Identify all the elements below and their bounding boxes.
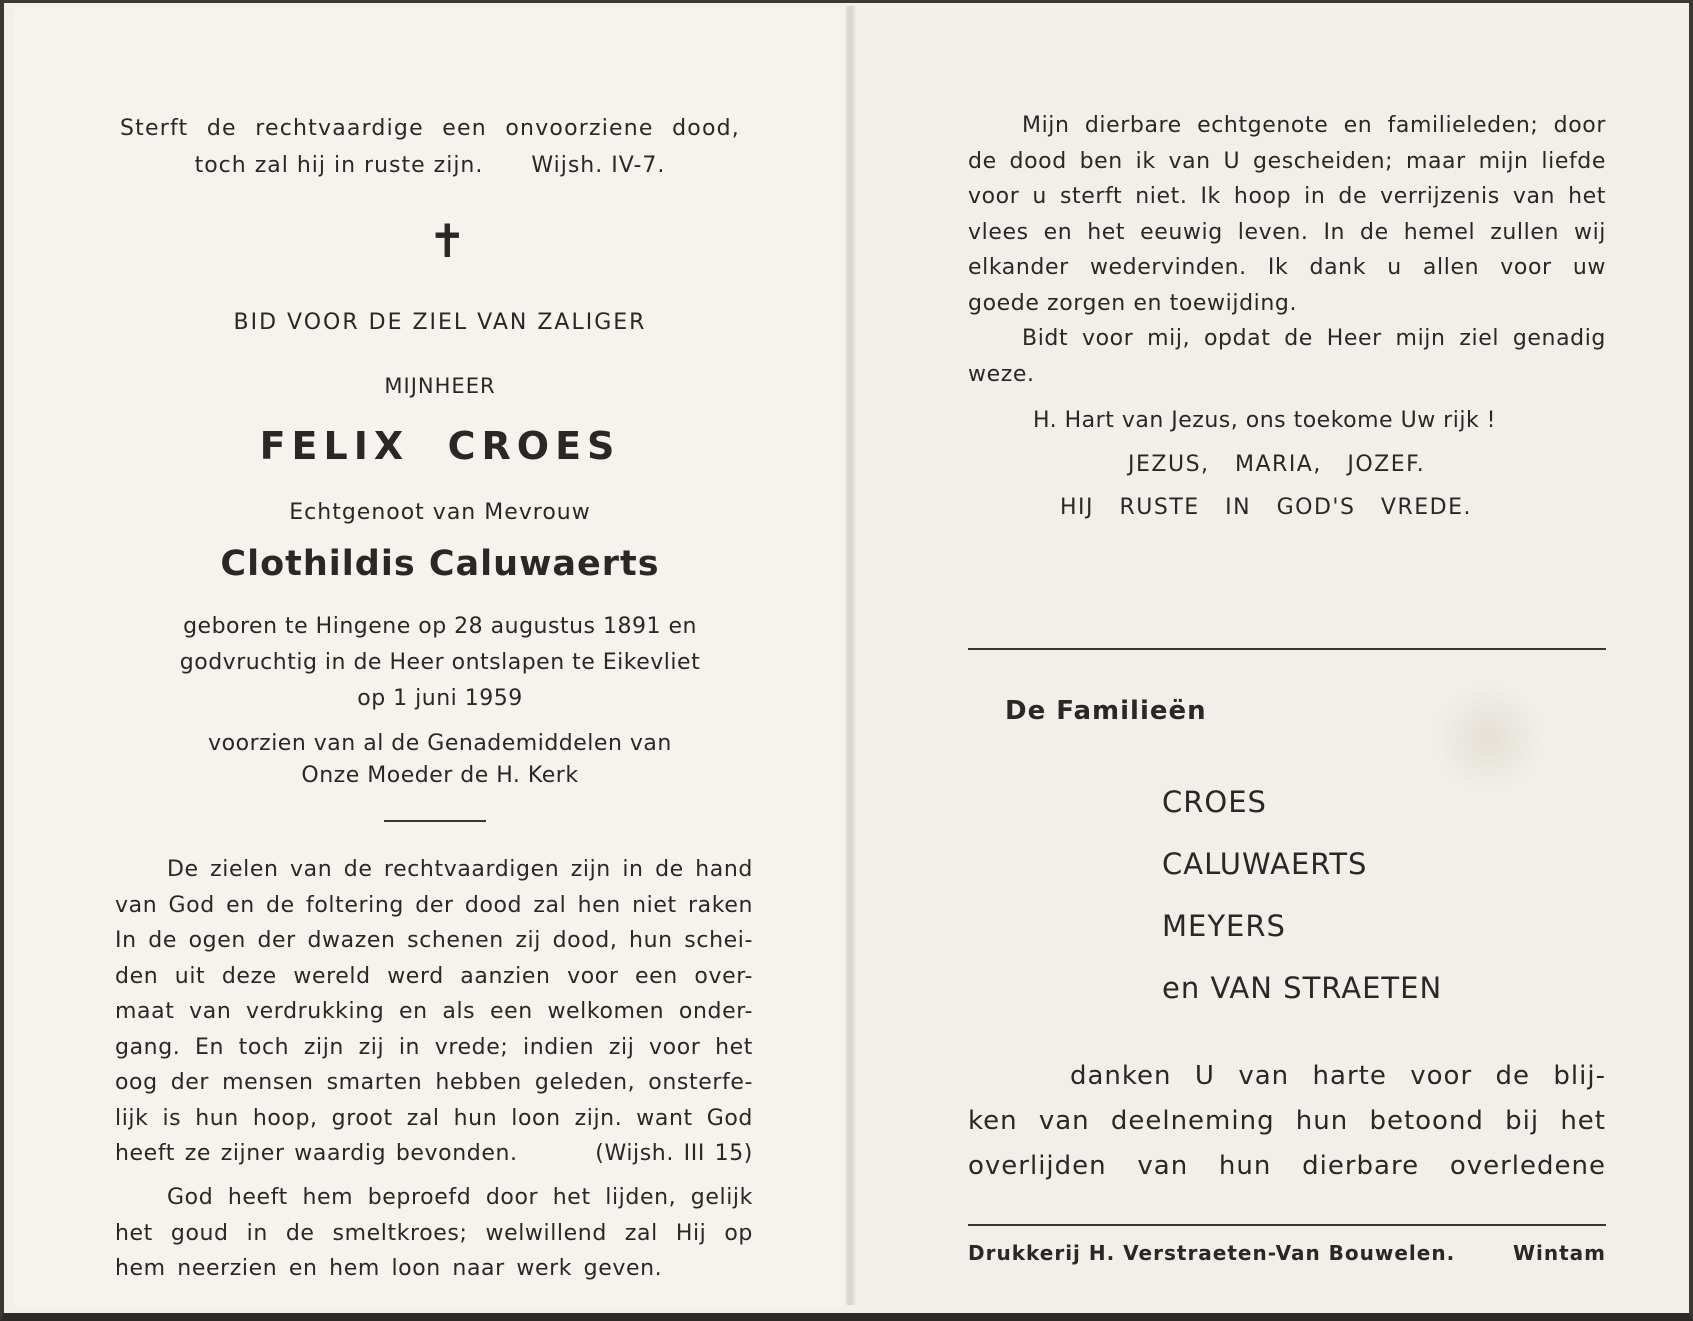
dates-line: geboren te Hingene op 28 augustus 1891 en bbox=[183, 614, 697, 639]
epigraph-line: toch zal hij in ruste zijn. Wijsh. IV-7. bbox=[194, 153, 666, 178]
thanks-paragraph bbox=[968, 1054, 1606, 1189]
text-line: de dood ben ik van U gescheiden; maar mijn liefde bbox=[968, 148, 1606, 174]
text-line: voor u sterft niet. Ik hoop in de verrijzenis van het bbox=[968, 184, 1606, 209]
text-line: God heeft hem beproefd door het lijden, gelijk bbox=[167, 1185, 753, 1210]
spouse-intro: Echtgenoot van Mevrouw bbox=[289, 500, 591, 525]
rest-line: HIJ RUSTE IN GOD'S VREDE. bbox=[1060, 495, 1472, 520]
epigraph-line: Sterft de rechtvaardige een onvoorziene dood, bbox=[120, 116, 740, 141]
card-fold bbox=[846, 6, 856, 1305]
printer-name: Drukkerij H. Verstraeten-Van Bouwelen. bbox=[968, 1241, 1456, 1265]
families-heading: De Familieën bbox=[1005, 696, 1207, 726]
text-line: De zielen van de rechtvaardigen zijn in de hand bbox=[167, 857, 753, 882]
text-line: Mijn dierbare echtgenote en familieleden; door bbox=[1022, 113, 1606, 138]
text-line: goede zorgen en toewijding. bbox=[968, 290, 1298, 316]
text-line: lijk is hun hoop, groot zal hun loon zijn. want God bbox=[115, 1105, 753, 1131]
text-line: In de ogen der dwazen schenen zij dood, hun schei- bbox=[115, 928, 753, 953]
text-line: weze. bbox=[968, 361, 1035, 387]
spouse-name: Clothildis Caluwaerts bbox=[220, 544, 660, 584]
holy-names: JEZUS, MARIA, JOZEF. bbox=[1128, 452, 1426, 477]
family-name: CALUWAERTS bbox=[1162, 847, 1368, 881]
text-line: maat van verdrukking en als een welkomen onder- bbox=[115, 999, 753, 1024]
text-line: heeft ze zijner waardig bevonden. (Wijsh. III 15) bbox=[115, 1141, 753, 1166]
dates-line: op 1 juni 1959 bbox=[357, 686, 523, 711]
printer-imprint bbox=[968, 1241, 1606, 1265]
text-line: danken U van harte voor de blij- bbox=[1070, 1061, 1606, 1091]
text-line: van God en de foltering der dood zal hen niet raken bbox=[115, 892, 753, 918]
text-line: oog der mensen smarten hebben geleden, onsterfe- bbox=[115, 1070, 753, 1095]
divider bbox=[384, 820, 486, 822]
farewell-paragraph bbox=[968, 108, 1606, 392]
divider bbox=[968, 1224, 1606, 1226]
family-name: CROES bbox=[1162, 785, 1267, 819]
cross-icon: ✝ bbox=[428, 214, 467, 268]
text-line: het goud in de smeltkroes; welwillend zal Hij op bbox=[115, 1220, 753, 1246]
dates-line: godvruchtig in de Heer ontslapen te Eikevliet bbox=[179, 650, 701, 675]
text-line: overlijden van hun dierbare overledene bbox=[968, 1151, 1606, 1181]
text-line: Bidt voor mij, opdat de Heer mijn ziel genadig bbox=[1022, 326, 1606, 351]
divider bbox=[968, 648, 1606, 650]
text-line: vlees en het eeuwig leven. In de hemel zullen wij bbox=[968, 219, 1606, 245]
paper-stain bbox=[1434, 683, 1544, 793]
family-name: MEYERS bbox=[1162, 909, 1286, 943]
printer-place: Wintam bbox=[1512, 1241, 1606, 1265]
sacraments-line: voorzien van al de Genademiddelen van bbox=[208, 731, 672, 756]
text-line: hem neerzien en hem loon naar werk geven. bbox=[115, 1256, 663, 1281]
text-line: den uit deze wereld werd aanzien voor een over- bbox=[115, 963, 753, 989]
prayer-heading: BID VOOR DE ZIEL VAN ZALIGER bbox=[233, 310, 647, 335]
scripture-paragraph bbox=[115, 852, 753, 1172]
invocation: H. Hart van Jezus, ons toekome Uw rijk ! bbox=[1033, 408, 1496, 433]
text-line: ken van deelneming hun betoond bij het bbox=[968, 1106, 1606, 1136]
closing-paragraph bbox=[115, 1180, 753, 1287]
deceased-name: FELIX CROES bbox=[259, 424, 621, 468]
title: MIJNHEER bbox=[384, 374, 496, 398]
epigraph bbox=[120, 110, 740, 184]
text-line: elkander wedervinden. Ik dank u allen voor uw bbox=[968, 255, 1606, 280]
sacraments-line: Onze Moeder de H. Kerk bbox=[301, 763, 579, 788]
family-name: en VAN STRAETEN bbox=[1162, 971, 1443, 1005]
text-line: gang. En toch zijn zij in vrede; indien zij voor het bbox=[115, 1034, 753, 1060]
